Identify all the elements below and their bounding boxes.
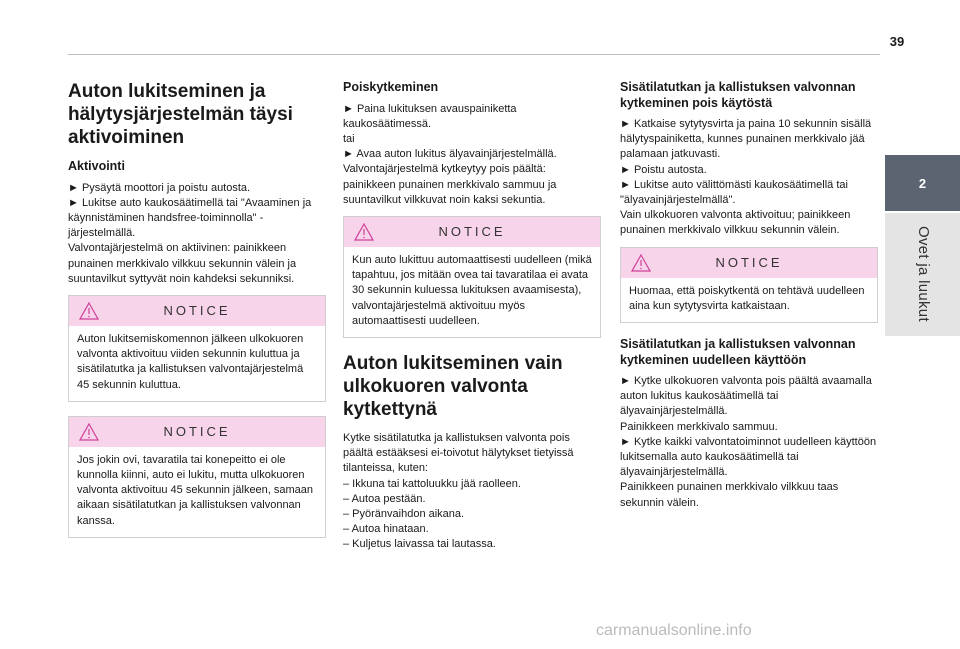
- notice-title: NOTICE: [438, 224, 506, 240]
- subheading-reenable-interior: Sisätilatutkan ja kallistuksen valvonnan kytkeminen uudelleen käyttöön: [620, 337, 856, 367]
- subheading-disable-interior: Sisätilatutkan ja kallistuksen valvonnan kytkeminen pois käytöstä: [620, 80, 856, 110]
- warning-icon: [354, 223, 374, 241]
- notice-box: [620, 247, 878, 323]
- notice-text: Jos jokin ovi, tavaratila tai konepeitto ei ole kunnolla kiinni, auto ei lukitu, mutta ulkokuoren valvonta aktivoituu 45 sekunnin jälkeen, samaan aikaan sisätilatutkan ja kallistuksen valvonnan kanssa.: [77, 453, 314, 527]
- notice-text: Huomaa, että poiskytkentä on tehtävä uudelleen aina kun sytytysvirta katkaistaan.: [629, 284, 865, 312]
- notice-header: [344, 217, 600, 247]
- notice-text: Auton lukitsemiskomennon jälkeen ulkokuoren valvonta aktivoituu viiden sekunnin kuluttua ja sisätilatutka ja kallistuksen valvontajärjestelmä 45 sekunnin kuluttua.: [77, 332, 304, 391]
- column-3: [620, 80, 878, 519]
- notice-title: NOTICE: [163, 303, 231, 319]
- disable-interior-text: ► Katkaise sytytysvirta ja paina 10 sekunnin sisällä hälytyspainiketta, kunnes punainen merkkivalo jää palamaan jatkuvasti. ► Poistu autosta. ► Lukitse auto välittömästi kaukosäätimellä tai "älyavainjärjestelmällä". Vain ulkokuoren valvonta aktivoituu; painikkeen punainen merkkivalo vilkkuu sekunnin välein.: [620, 118, 872, 237]
- notice-text: Kun auto lukittuu automaattisesti uudelleen (mikä tapahtuu, jos mitään ovea tai tavaratilaa ei avata 30 sekunnin kuluessa lukituksen avaamisesta), valvontajärjestelmä aktivoituu myös automaattisesti uudelleen.: [352, 253, 592, 327]
- warning-icon: [79, 423, 99, 441]
- notice-box: [68, 416, 326, 538]
- notice-title: NOTICE: [163, 424, 231, 440]
- activation-text: ► Pysäytä moottori ja poistu autosta. ► Lukitse auto kaukosäätimellä tai "Avaaminen ja käynnistäminen handsfree-toiminnolla" -järjestelmällä. Valvontajärjestelmä on aktiivinen: painikkeen punainen merkkivalo vilkkuu sekunnin välein ja suuntavilkut syttyvät noin kahdeksi sekunniksi.: [68, 181, 312, 285]
- warning-icon: [79, 302, 99, 320]
- notice-header: [621, 248, 877, 278]
- exterior-only-text: Kytke sisätilatutka ja kallistuksen valvonta pois päältä estääksesi ei-toivotut hälytykset tietyissä tilanteissa, kuten: – Ikkuna tai kattoluukku jää raolleen. – Autoa pestään. – Pyöränvaihdon aikana. – Autoa hinataan. – Kuljetus laivassa tai lautassa.: [343, 431, 574, 551]
- deactivation-text: ► Paina lukituksen avauspainiketta kaukosäätimessä. tai ► Avaa auton lukitus älyavainjärjestelmällä. Valvontajärjestelmä kytkeytyy pois päältä: painikkeen punainen merkkivalo sammuu ja suuntavilkut vilkkuvat noin kaksi sekuntia.: [343, 102, 557, 206]
- column-2: [343, 80, 601, 561]
- notice-title: NOTICE: [715, 255, 783, 271]
- column-1: [68, 80, 326, 552]
- notice-header: [69, 417, 325, 447]
- subheading-deactivation: Poiskytkeminen: [343, 80, 439, 94]
- watermark: carmanualsonline.info: [596, 622, 752, 639]
- chapter-tab-active[interactable]: [885, 155, 960, 211]
- section-heading-exterior: Auton lukitseminen vain ulkokuoren valvonta kytkettynä: [343, 352, 563, 420]
- top-rule: [68, 54, 880, 55]
- chapter-title: Ovet ja luukut: [915, 226, 932, 322]
- chapter-number: 2: [918, 175, 927, 191]
- subheading-activation: Aktivointi: [68, 159, 125, 173]
- notice-header: [69, 296, 325, 326]
- reenable-interior-text: ► Kytke ulkokuoren valvonta pois päältä avaamalla auton lukitus kaukosäätimellä tai älyavainjärjestelmällä. Painikkeen merkkivalo sammuu. ► Kytke kaikki valvontatoiminnot uudelleen käyttöön lukitsemalla auto kaukosäätimellä tai älyavainjärjestelmällä. Painikkeen punainen merkkivalo vilkkuu taas sekunnin välein.: [620, 375, 877, 509]
- page-number: 39: [889, 34, 905, 49]
- section-heading: Auton lukitseminen ja hälytysjärjestelmän täysi aktivoiminen: [68, 81, 293, 148]
- notice-box: [343, 216, 601, 338]
- notice-box: [68, 295, 326, 402]
- warning-icon: [631, 254, 651, 272]
